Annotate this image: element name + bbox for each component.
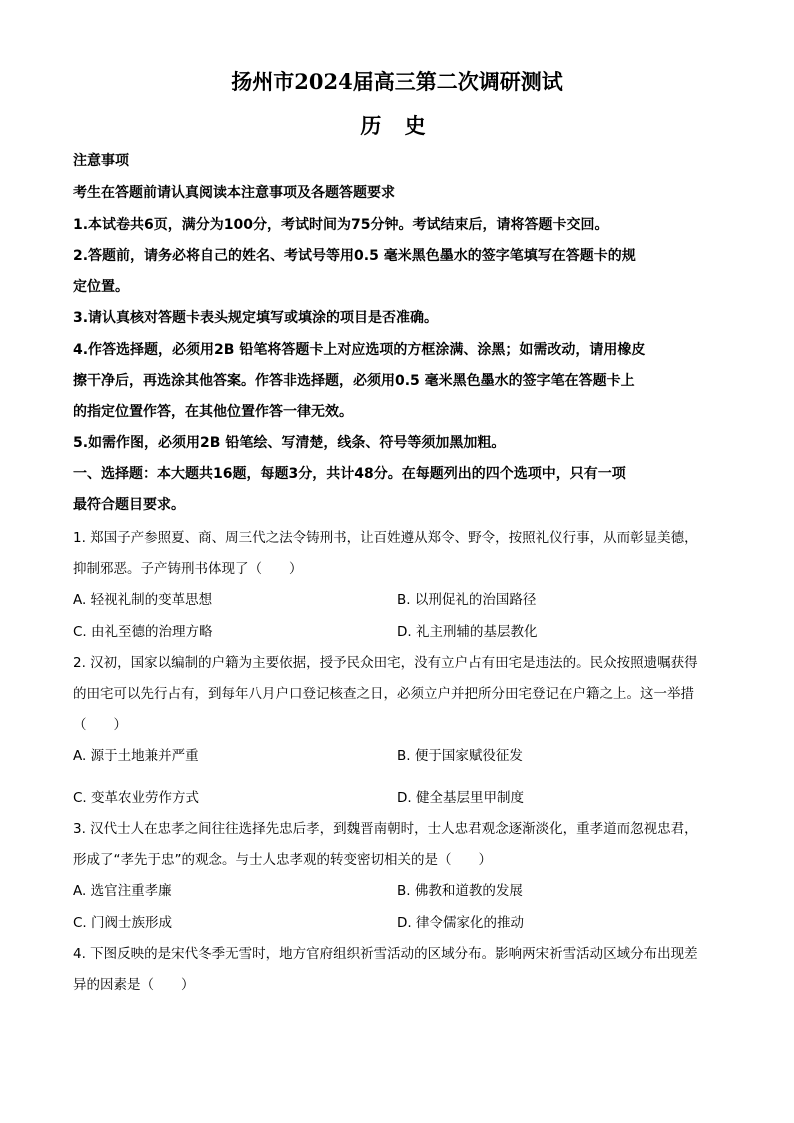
q1-stem: 1. 郑国子产参照夏、商、周三代之法令铸刑书，让百姓遵从郑令、野令，按照礼仪行事，从而彰显美德，	[73, 530, 698, 546]
q1-option-b: B. 以刑促礼的治国路径	[397, 592, 537, 608]
q3-stem: 3. 汉代士人在忠孝之间往往选择先忠后孝，到魏晋南朝时，士人忠君观念逐渐淡化，重孝道而忽视忠君，	[73, 821, 698, 837]
q4-stem: 4. 下图反映的是宋代冬季无雪时，地方官府组织祈雪活动的区域分布。影响两宋祈雪活动区域分布出现差	[73, 946, 698, 962]
q2-stem-cont: 的田宅可以先行占有，到每年八月户口登记核查之日，必须立户并把所分田宅登记在户籍之上。这一举措	[73, 686, 694, 702]
q3-stem-cont: 形成了“孝先于忠”的观念。与士人忠孝观的转变密切相关的是（ ）	[73, 852, 492, 868]
exam-subject: 历 史	[360, 113, 434, 138]
q3-option-d: D. 律令儒家化的推动	[397, 915, 524, 931]
notice-heading: 注意事项	[73, 153, 129, 169]
q4-stem-cont: 异的因素是（ ）	[73, 977, 195, 993]
q2-option-a: A. 源于土地兼并严重	[73, 748, 199, 764]
notice-item-1: 1.本试卷共6页，满分为100分，考试时间为75分钟。考试结束后，请将答题卡交回。	[73, 217, 609, 233]
notice-item-4: 4.作答选择题，必须用2B 铅笔将答题卡上对应选项的方框涂满、涂黑；如需改动，请用橡皮	[73, 342, 646, 358]
q3-option-a: A. 选官注重孝廉	[73, 883, 172, 899]
notice-item-5: 5.如需作图，必须用2B 铅笔绘、写清楚，线条、符号等须加黑加粗。	[73, 435, 506, 451]
q1-stem-cont: 抑制邪恶。子产铸刑书体现了（ ）	[73, 561, 303, 577]
section-heading-cont: 最符合题目要求。	[73, 497, 185, 513]
section-heading: 一、选择题：本大题共16题，每题3分，共计48分。在每题列出的四个选项中，只有一项	[73, 466, 626, 482]
q3-option-c: C. 门阀士族形成	[73, 915, 173, 931]
q2-option-b: B. 便于国家赋役征发	[397, 748, 523, 764]
notice-item-4-cont2: 的指定位置作答，在其他位置作答一律无效。	[73, 404, 353, 420]
notice-item-2-cont: 定位置。	[73, 279, 129, 295]
exam-title: 扬州市2024届高三第二次调研测试	[231, 69, 563, 94]
q1-option-d: D. 礼主刑辅的基层教化	[397, 624, 538, 640]
notice-item-4-cont: 擦干净后，再选涂其他答案。作答非选择题，必须用0.5 毫米黑色墨水的签字笔在答题卡上	[73, 373, 635, 389]
q1-option-a: A. 轻视礼制的变革思想	[73, 592, 213, 608]
q2-stem: 2. 汉初，国家以编制的户籍为主要依据，授予民众田宅，没有立户占有田宅是违法的。民众按照遗嘱获得	[73, 655, 698, 671]
q2-stem-cont2: （ ）	[73, 717, 127, 733]
notice-intro: 考生在答题前请认真阅读本注意事项及各题答题要求	[73, 185, 395, 201]
notice-item-3: 3.请认真核对答题卡表头规定填写或填涂的项目是否准确。	[73, 310, 439, 326]
q2-option-d: D. 健全基层里甲制度	[397, 790, 524, 806]
q1-option-c: C. 由礼至德的治理方略	[73, 624, 213, 640]
q3-option-b: B. 佛教和道教的发展	[397, 883, 523, 899]
q2-option-c: C. 变革农业劳作方式	[73, 790, 200, 806]
notice-item-2: 2.答题前，请务必将自己的姓名、考试号等用0.5 毫米黑色墨水的签字笔填写在答题卡的规	[73, 248, 636, 264]
